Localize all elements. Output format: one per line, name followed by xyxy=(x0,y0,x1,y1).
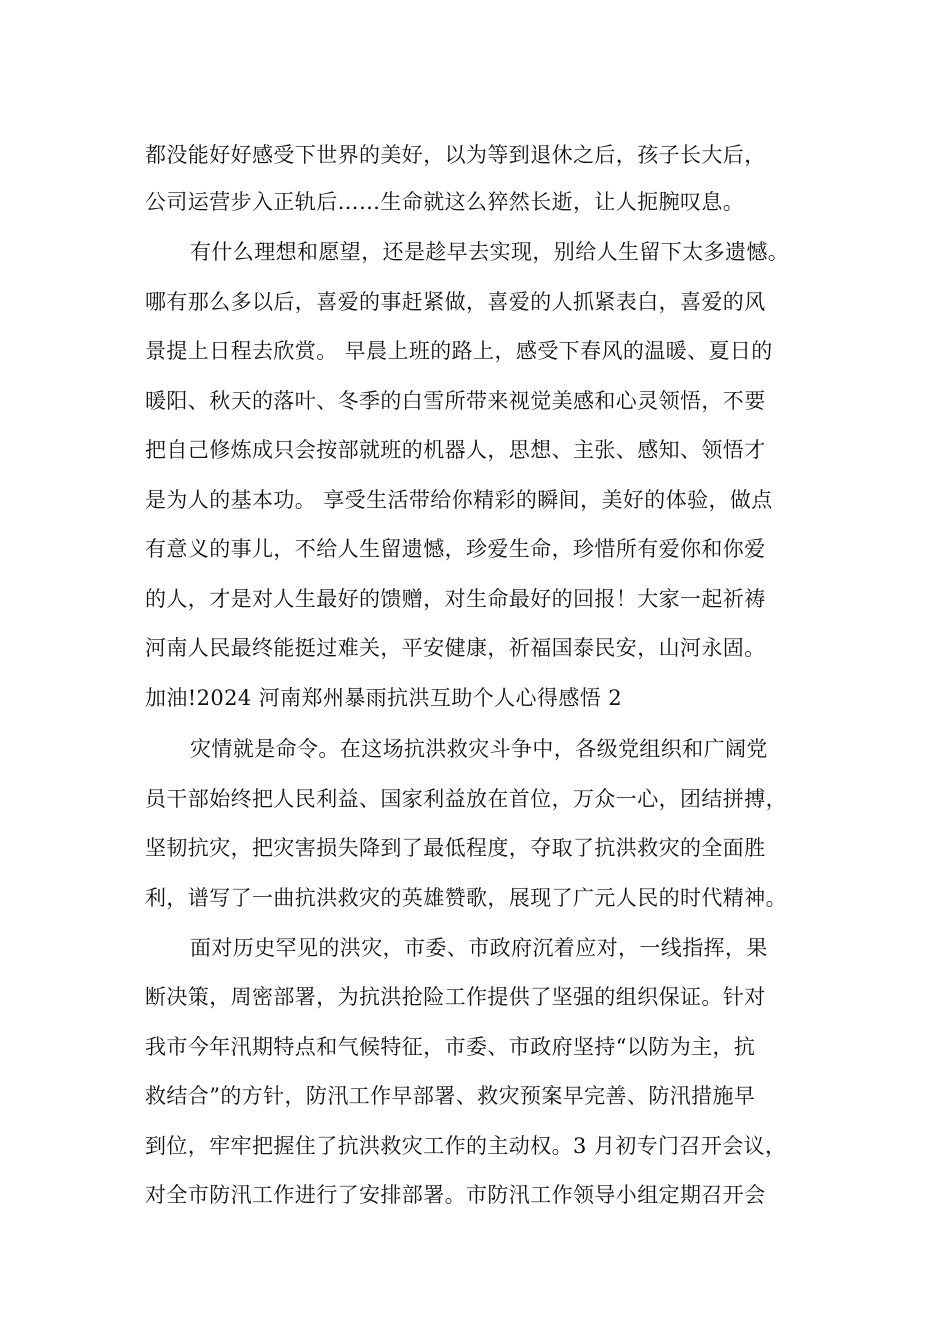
text-line: 的人，才是对人生最好的馈赠，对生命最好的回报！大家一起祈祷 xyxy=(145,587,766,611)
section-heading: 加油!2024 河南郑州暴雨抗洪互助个人心得感悟 2 xyxy=(145,686,622,710)
text-line: 哪有那么多以后，喜爱的事赶紧做，喜爱的人抓紧表白，喜爱的风 xyxy=(145,290,766,314)
paragraph-first-line: 灾情就是命令。在这场抗洪救灾斗争中，各级党组织和广阔党 xyxy=(190,737,768,761)
text-line: 我市今年汛期特点和气候特征，市委、市政府坚持“以防为主，抗 xyxy=(145,1035,756,1059)
text-line: 到位，牢牢把握住了抗洪救灾工作的主动权。3 月初专门召开会议， xyxy=(145,1134,787,1158)
text-line: 有意义的事儿，不给人生留遗憾，珍爱生命，珍惜所有爱你和你爱 xyxy=(145,537,766,561)
text-line: 利，谱写了一曲抗洪救灾的英雄赞歌，展现了广元人民的时代精神。 xyxy=(145,886,787,910)
text-line: 断决策，周密部署，为抗洪抢险工作提供了坚强的组织保证。针对 xyxy=(145,985,766,1009)
text-line: 救结合”的方针，防汛工作早部署、救灾预案早完善、防汛措施早 xyxy=(145,1084,756,1108)
text-line: 把自己修炼成只会按部就班的机器人，思想、主张、感知、领悟才 xyxy=(145,438,766,462)
text-line: 景提上日程去欣赏。 早晨上班的路上，感受下春风的温暖、夏日的 xyxy=(145,339,773,363)
text-line: 坚韧抗灾，把灾害损失降到了最低程度，夺取了抗洪救灾的全面胜 xyxy=(145,836,766,860)
paragraph-first-line: 面对历史罕见的洪灾，市委、市政府沉着应对，一线指挥，果 xyxy=(190,936,768,960)
text-line: 员干部始终把人民利益、国家利益放在首位，万众一心，团结拼搏， xyxy=(145,787,787,811)
text-line: 都没能好好感受下世界的美好，以为等到退休之后，孩子长大后， xyxy=(145,143,766,167)
text-line: 河南人民最终能挺过难关，平安健康，祈福国泰民安，山河永固。 xyxy=(145,636,766,660)
paragraph-first-line: 有什么理想和愿望，还是趁早去实现，别给人生留下太多遗憾。 xyxy=(190,240,790,264)
text-line: 对全市防汛工作进行了安排部署。市防汛工作领导小组定期召开会 xyxy=(145,1183,766,1207)
text-line: 公司运营步入正轨后……生命就这么猝然长逝，让人扼腕叹息。 xyxy=(145,190,745,214)
text-line: 是为人的基本功。 享受生活带给你精彩的瞬间，美好的体验，做点 xyxy=(145,488,773,512)
text-line: 暖阳、秋天的落叶、冬季的白雪所带来视觉美感和心灵领悟，不要 xyxy=(145,389,766,413)
